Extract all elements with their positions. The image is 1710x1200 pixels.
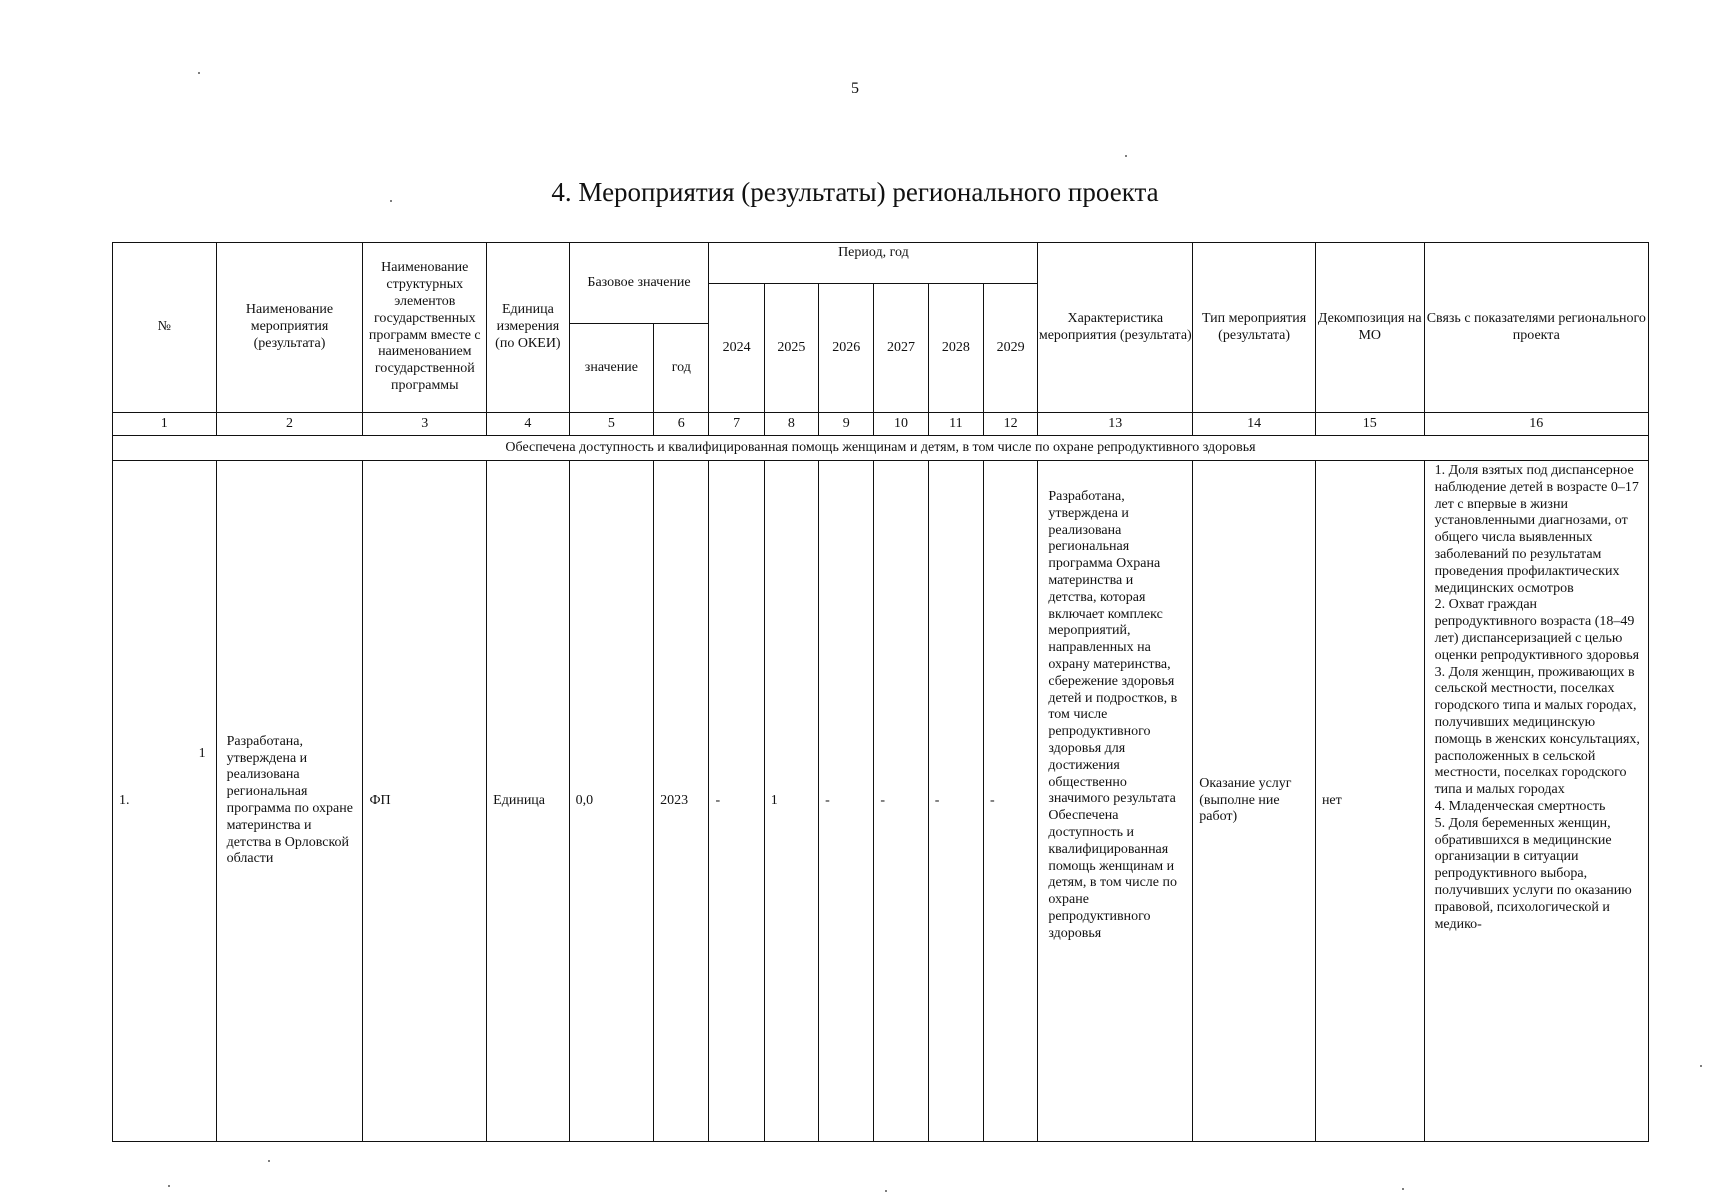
col-number-5: 5 bbox=[569, 413, 653, 436]
col-number-15: 15 bbox=[1315, 413, 1424, 436]
col-number-16: 16 bbox=[1424, 413, 1648, 436]
col-number-10: 10 bbox=[874, 413, 928, 436]
header-num: № bbox=[113, 243, 217, 413]
row-unit: Единица bbox=[487, 461, 569, 1142]
col-number-12: 12 bbox=[984, 413, 1038, 436]
row-value-2026: - bbox=[819, 461, 874, 1142]
row-value-2029: - bbox=[984, 461, 1038, 1142]
header-period: Период, год bbox=[709, 243, 1038, 284]
row-links-cell bbox=[1424, 461, 1648, 1142]
row-number-small: 1 bbox=[198, 746, 206, 761]
header-type: Тип мероприятия (результата) bbox=[1193, 243, 1316, 413]
header-link: Связь с показателями регионального проекта bbox=[1424, 243, 1648, 413]
col-number-7: 7 bbox=[709, 413, 764, 436]
header-year-2028: 2028 bbox=[928, 284, 983, 413]
row-value-2028: - bbox=[928, 461, 983, 1142]
scan-speck bbox=[1402, 1188, 1404, 1190]
scan-speck bbox=[885, 1190, 887, 1192]
link-item-3: 3. Доля женщин, проживающих в сельской местности, поселках городского типа и малых городах, получивших медицинскую помощь в женских консультациях, расположенных в сельской местности, поселках городского типа и малых городах bbox=[1434, 664, 1640, 798]
row-number-cell bbox=[113, 461, 217, 1142]
header-year-2024: 2024 bbox=[709, 284, 764, 413]
header-decomp: Декомпозиция на МО bbox=[1315, 243, 1424, 413]
row-struct: ФП bbox=[363, 461, 487, 1142]
col-number-6: 6 bbox=[654, 413, 709, 436]
activities-table bbox=[112, 242, 1649, 1142]
scan-speck bbox=[268, 1160, 270, 1162]
header-year-2029: 2029 bbox=[984, 284, 1038, 413]
header-struct: Наименование структурных элементов государственных программ вместе с наименованием государственной программы bbox=[363, 243, 487, 413]
row-type: Оказание услуг (выполне ние работ) bbox=[1193, 461, 1316, 1142]
section-title: Обеспечена доступность и квалифицированная помощь женщинам и детям, в том числе по охране репродуктивного здоровья bbox=[113, 436, 1649, 461]
row-base-year: 2023 bbox=[654, 461, 709, 1142]
page-title: 4. Мероприятия (результаты) регионального проекта bbox=[551, 177, 1159, 207]
row-value-2024: - bbox=[709, 461, 764, 1142]
col-number-2: 2 bbox=[216, 413, 363, 436]
col-number-3: 3 bbox=[363, 413, 487, 436]
row-name: Разработана, утверждена и реализована региональная программа по охране материнства и детства в Орловской области bbox=[216, 461, 363, 1142]
row-value-2025: 1 bbox=[764, 461, 818, 1142]
header-base-value: значение bbox=[569, 324, 653, 413]
scan-speck bbox=[390, 200, 392, 202]
col-number-1: 1 bbox=[113, 413, 217, 436]
page-number: 5 bbox=[851, 80, 859, 97]
scan-speck bbox=[1125, 155, 1127, 157]
row-value-2027: - bbox=[874, 461, 928, 1142]
col-number-9: 9 bbox=[819, 413, 874, 436]
scan-speck bbox=[198, 72, 200, 74]
col-number-13: 13 bbox=[1038, 413, 1193, 436]
col-number-8: 8 bbox=[764, 413, 818, 436]
header-base: Базовое значение bbox=[569, 243, 709, 324]
row-characteristic: Разработана, утверждена и реализована региональная программа Охрана материнства и детства, которая включает комплекс мероприятий, направленных на охрану материнства, сбережение здоровья детей и подростков, в том числе репродуктивного здоровья для достижения общественно значимого результата Обеспечена доступность и квалифицированная помощь женщинам и детям, в том числе по охране репродуктивного здоровья bbox=[1038, 461, 1193, 1142]
col-number-4: 4 bbox=[487, 413, 569, 436]
header-name: Наименование мероприятия (результата) bbox=[216, 243, 363, 413]
link-item-4: 4. Младенческая смертность bbox=[1434, 798, 1606, 814]
header-base-year: год bbox=[654, 324, 709, 413]
col-number-14: 14 bbox=[1193, 413, 1316, 436]
row-decomposition: нет bbox=[1315, 461, 1424, 1142]
scan-speck bbox=[1700, 1065, 1702, 1067]
header-year-2025: 2025 bbox=[764, 284, 818, 413]
header-char: Характеристика мероприятия (результата) bbox=[1038, 243, 1193, 413]
link-item-1: 1. Доля взятых под диспансерное наблюдение детей в возрасте 0–17 лет с впервые в жизни установленными диагнозами, от общего числа выявленных заболеваний по результатам проведения профилактических медицинских осмотров bbox=[1434, 463, 1639, 596]
header-year-2027: 2027 bbox=[874, 284, 928, 413]
link-item-2: 2. Охват граждан репродуктивного возраста (18–49 лет) диспансеризацией с целью оценки репродуктивного здоровья bbox=[1434, 597, 1640, 663]
header-year-2026: 2026 bbox=[819, 284, 874, 413]
row-number: 1. bbox=[119, 792, 130, 808]
link-item-5: 5. Доля беременных женщин, обратившихся в медицинские организации в ситуации репродуктивного выбора, получивших услуги по оказанию правовой, психологической и медико- bbox=[1434, 815, 1632, 932]
header-unit: Единица измерения (по ОКЕИ) bbox=[487, 243, 569, 413]
row-base-value: 0,0 bbox=[569, 461, 653, 1142]
scan-speck bbox=[168, 1185, 170, 1187]
col-number-11: 11 bbox=[928, 413, 983, 436]
